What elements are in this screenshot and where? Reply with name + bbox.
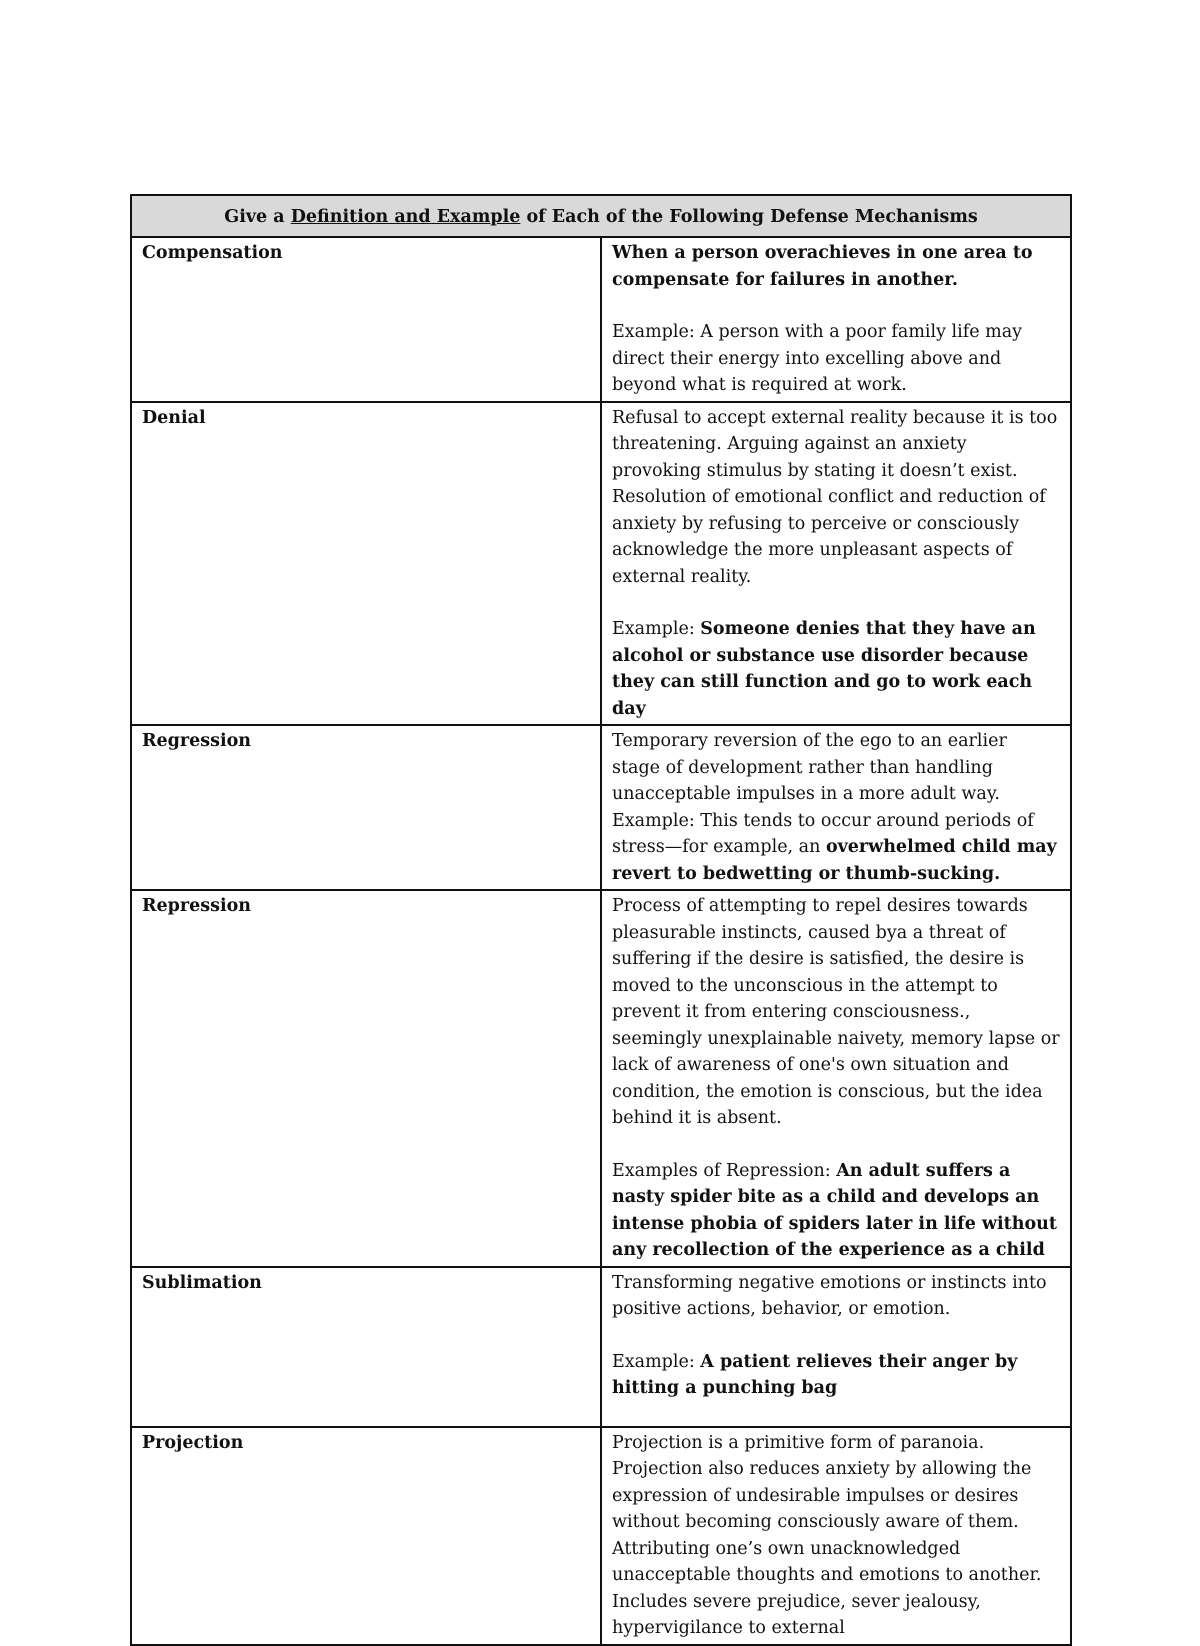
definition-text: Transforming negative emotions or instincts into positive actions, behavior, or emotion. <box>612 1272 1047 1319</box>
example-text <box>612 616 1060 722</box>
example-body: A patient relieves their anger by hitting a punching bag <box>612 1351 1018 1398</box>
table-row <box>131 402 1071 726</box>
example-body: Someone denies that they have an alcohol or substance use disorder because they can still function and go to work each day <box>612 619 1036 719</box>
description-cell <box>601 1427 1071 1645</box>
title-suffix: of Each of the Following Defense Mechanisms <box>520 207 978 227</box>
description-cell <box>601 890 1071 1267</box>
term-cell: Sublimation <box>131 1267 601 1427</box>
table-row <box>131 725 1071 890</box>
term-cell: Compensation <box>131 237 601 402</box>
description-cell <box>601 725 1071 890</box>
table-row <box>131 1427 1071 1645</box>
term-cell: Denial <box>131 402 601 726</box>
title-underlined: Definition and Example <box>290 207 521 227</box>
example-label: Example: <box>612 619 701 639</box>
definition-text: When a person overachieves in one area to compensate for failures in another. <box>612 243 1033 290</box>
example-text <box>612 1158 1060 1264</box>
title-prefix: Give a <box>224 207 291 227</box>
table-header-row <box>131 195 1071 237</box>
term-cell: Repression <box>131 890 601 1267</box>
example-body: A person with a poor family life may direct their energy into excelling above and beyond what is required at work. <box>612 322 1023 395</box>
example-text <box>612 808 1060 888</box>
definition-text: Refusal to accept external reality because it is too threatening. Arguing against an anxiety provoking stimulus by stating it doesn’t exist. Resolution of emotional conflict and reduction of anxiety by refusing to perceive or consciously acknowledge the more unpleasant aspects of external reality. <box>612 407 1058 587</box>
example-body: overwhelmed child may revert to bedwetting or thumb-sucking. <box>612 837 1057 884</box>
example-label: Example: This tends to occur around periods of stress—for example, an <box>612 810 1034 857</box>
defense-mechanisms-table <box>130 194 1072 1646</box>
table-row <box>131 1267 1071 1427</box>
term-cell: Projection <box>131 1427 601 1645</box>
table-row <box>131 890 1071 1267</box>
example-label: Example: <box>612 1351 701 1372</box>
example-body: An adult suffers a nasty spider bite as a child and develops an intense phobia of spiders later in life without any recollection of the experience as a child <box>612 1160 1057 1260</box>
table-row <box>131 237 1071 402</box>
example-label: Example: <box>612 322 701 342</box>
table-title <box>131 195 1071 237</box>
description-cell <box>601 1267 1071 1427</box>
example-text <box>612 319 1060 399</box>
example-text <box>612 1349 1060 1402</box>
description-cell <box>601 402 1071 726</box>
term-cell: Regression <box>131 725 601 890</box>
description-cell <box>601 237 1071 402</box>
definition-text: Process of attempting to repel desires towards pleasurable instincts, caused bya a threat of suffering if the desire is satisfied, the desire is moved to the unconscious in the attempt to prevent it from entering consciousness., seemingly unexplainable naivety, memory lapse or lack of awareness of one's own situation and condition, the emotion is conscious, but the idea behind it is absent. <box>612 896 1060 1128</box>
definition-text: Projection is a primitive form of paranoia. Projection also reduces anxiety by allowing the expression of undesirable impulses or desires without becoming consciously aware of them. Attributing one’s own unacknowledged unacceptable thoughts and emotions to another. Includes severe prejudice, sever jealousy, hypervigilance to external <box>612 1432 1042 1638</box>
definition-text: Temporary reversion of the ego to an earlier stage of development rather than handling unacceptable impulses in a more adult way. <box>612 731 1007 804</box>
example-label: Examples of Repression: <box>612 1160 837 1181</box>
